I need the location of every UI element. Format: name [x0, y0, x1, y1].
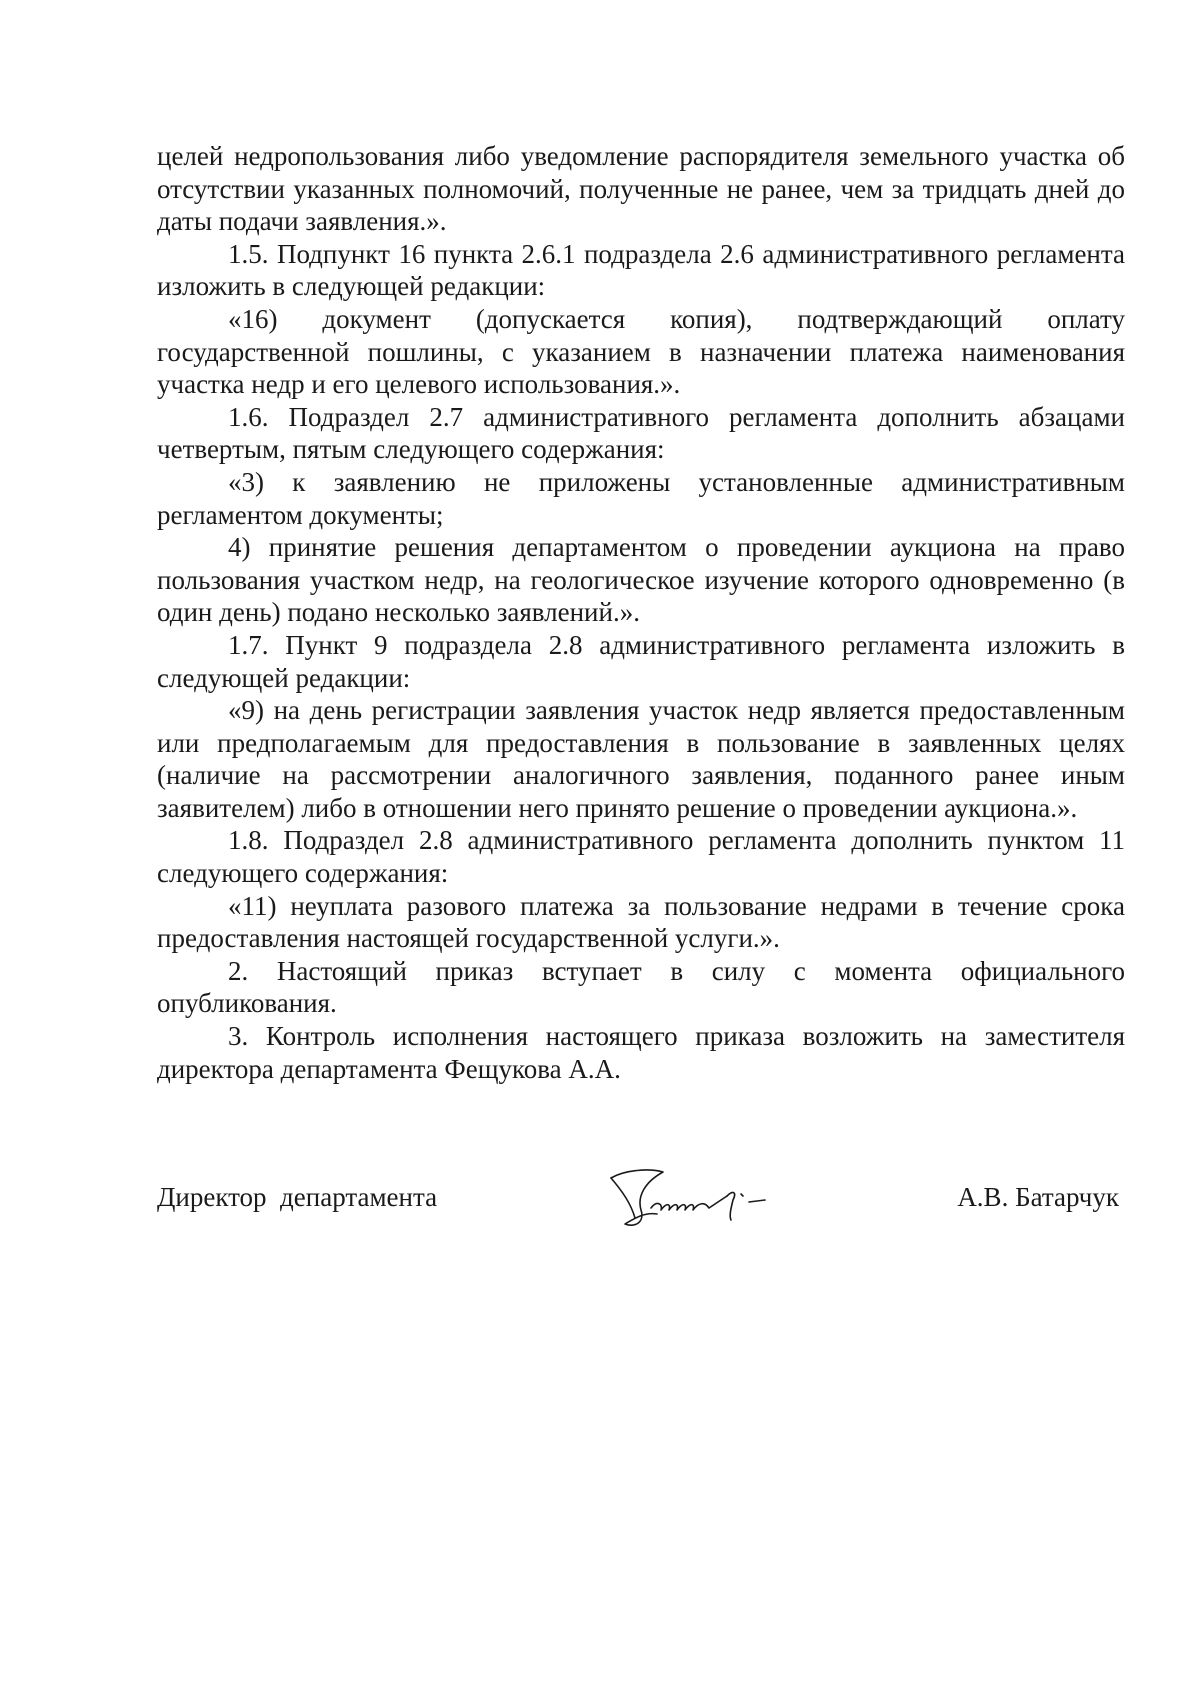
- paragraph-2: 2. Настоящий приказ вступает в силу с момента официального опубликования.: [157, 955, 1125, 1019]
- signature-block: [157, 1164, 1125, 1234]
- handwritten-signature-icon: [605, 1164, 805, 1234]
- paragraph-3: 3. Контроль исполнения настоящего приказа возложить на заместителя директора департамента Фещукова А.А.: [157, 1021, 1125, 1084]
- paragraph-1-7: 1.7. Пункт 9 подраздела 2.8 административного регламента изложить в следующей редакции:: [157, 629, 1125, 693]
- document-body: [157, 140, 1125, 1085]
- paragraph-quote-3: «3) к заявлению не приложены установленные административным регламентом документы;: [157, 466, 1125, 530]
- signer-title: Директор департамента: [157, 1182, 438, 1212]
- paragraph-quote-16: «16) документ (допускается копия), подтверждающий оплату государственной пошлины, с указанием в назначении платежа наименования участка недр и его целевого использования.».: [157, 303, 1125, 400]
- paragraph-item-4: 4) принятие решения департаментом о проведении аукциона на право пользования участком недр, на геологическое изучение которого одновременно (в один день) подано несколько заявлений.».: [157, 532, 1125, 628]
- paragraph-quote-9: «9) на день регистрации заявления участок недр является предоставленным или предполагаемым для предоставления в пользование в заявленных целях (наличие на рассмотрении аналогичного заявления, поданного ранее иным заявителем) либо в отношении него принято решение о проведении аукциона.».: [157, 695, 1125, 823]
- paragraph-continuation: целей недропользования либо уведомление распорядителя земельного участка об отсутствии указанных полномочий, полученные не ранее, чем за тридцать дней до даты подачи заявления.».: [157, 141, 1125, 237]
- signer-name: А.В. Батарчук: [957, 1182, 1119, 1212]
- paragraph-1-6: 1.6. Подраздел 2.7 административного регламента дополнить абзацами четвертым, пятым следующего содержания:: [157, 401, 1125, 465]
- paragraph-quote-11: «11) неуплата разового платежа за пользование недрами в течение срока предоставления настоящей государственной услуги.».: [157, 890, 1125, 954]
- paragraph-1-8: 1.8. Подраздел 2.8 административного регламента дополнить пунктом 11 следующего содержания:: [157, 825, 1125, 889]
- paragraph-1-5: 1.5. Подпункт 16 пункта 2.6.1 подраздела 2.6 административного регламента изложить в следующей редакции:: [157, 238, 1125, 302]
